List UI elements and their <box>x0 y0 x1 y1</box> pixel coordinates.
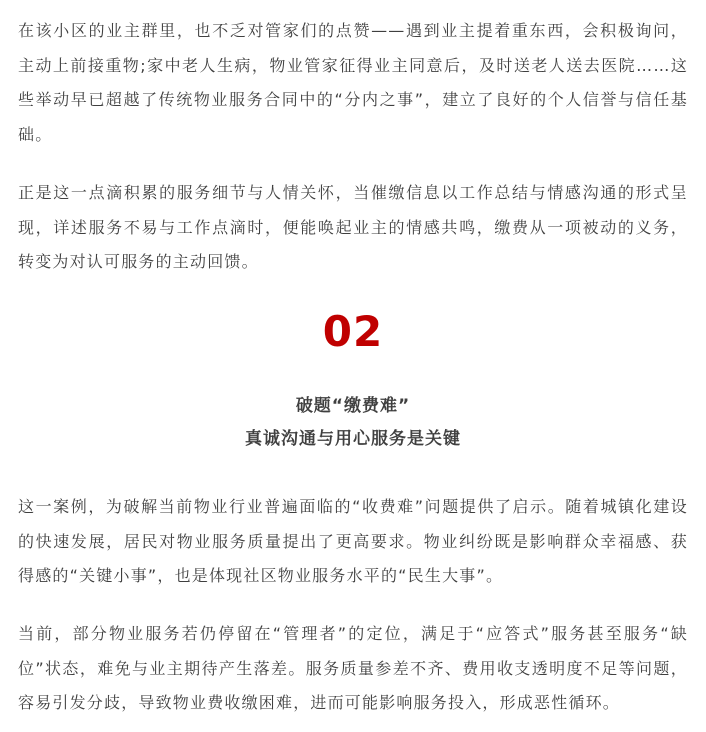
paragraph-owner-praise: 在该小区的业主群里，也不乏对管家们的点赞——遇到业主提着重东西，会积极询问，主动上前接重物;家中老人生病，物业管家征得业主同意后，及时送老人送去医院……这些举动早已超越了传统物业服务合同中的“分内之事”，建立了良好的个人信誉与信任基础。 <box>18 21 688 144</box>
section-title-line1: 破题“缴费难” <box>295 396 411 416</box>
paragraph-service-details: 正是这一点滴积累的服务细节与人情关怀，当催缴信息以工作总结与情感沟通的形式呈现，详述服务不易与工作点滴时，便能唤起业主的情感共鸣，缴费从一项被动的义务，转变为对认可服务的主动回馈。 <box>18 183 688 271</box>
section-title-line2: 真诚沟通与用心服务是关键 <box>245 429 461 449</box>
paragraph-current-issues: 当前，部分物业服务若仍停留在“管理者”的定位，满足于“应答式”服务甚至服务“缺位”状态，难免与业主期待产生落差。服务质量参差不齐、费用收支透明度不足等问题，容易引发分歧，导致物业费收缴困难，进而可能影响服务投入，形成恶性循环。 <box>18 624 688 712</box>
paragraph-case-insight: 这一案例，为破解当前物业行业普遍面临的“收费难”问题提供了启示。随着城镇化建设的快速发展，居民对物业服务质量提出了更高要求。物业纠纷既是影响群众幸福感、获得感的“关键小事”，也是体现社区物业服务水平的“民生大事”。 <box>18 497 688 585</box>
section-number: 02 <box>322 307 384 356</box>
